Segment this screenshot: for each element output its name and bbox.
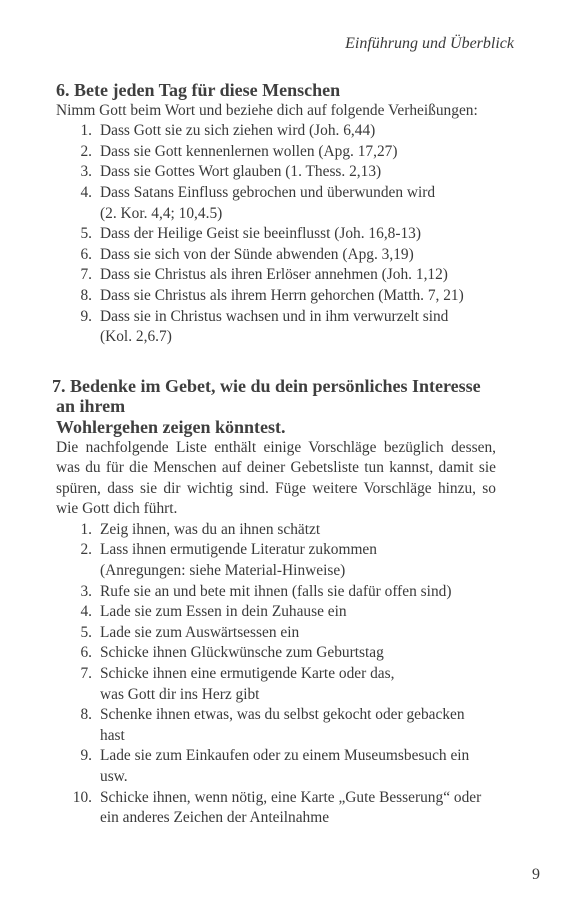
list-item-number: 9.: [80, 307, 92, 325]
list-item-number: 8.: [80, 706, 92, 724]
list-item-number: 7.: [80, 266, 92, 284]
list-item-text-cont: (2. Kor. 4,4; 10,4.5): [100, 204, 223, 222]
page-content: [52, 80, 496, 829]
list-item: [56, 520, 496, 541]
section-7-intro: Die nachfolgende Liste enthält einige Vorschläge bezüglich dessen, was du für die Menschen auf deiner Gebetsliste tun kannst, damit sie spüren, dass sie dir wichtig sind. Füge weitere Vorschläge hinzu, so wie Gott dich führt.: [56, 438, 496, 518]
list-item-text: Zeig ihnen, was du an ihnen schätzt: [100, 520, 321, 538]
list-item-text-cont: usw.: [100, 768, 128, 785]
list-item-text-cont: ein anderes Zeichen der Anteilnahme: [100, 809, 330, 827]
list-item: [56, 705, 496, 746]
list-item-number: 10.: [72, 788, 92, 806]
list-item-number: 4.: [80, 183, 92, 201]
list-item: [56, 162, 496, 183]
list-item-text: Rufe sie an und bete mit ihnen (falls sie dafür offen sind): [100, 582, 452, 600]
list-item-text: Schicke ihnen Glückwünsche zum Geburtstag: [100, 644, 384, 662]
list-item-number: 3.: [80, 163, 92, 181]
list-item-text: Schicke ihnen, wenn nötig, eine Karte „Gute Besserung“ oder: [100, 788, 482, 806]
list-item: [56, 224, 496, 245]
list-item-text: Dass sie Christus als ihren Erlöser annehmen (Joh. 1,12): [100, 266, 448, 284]
section-7-list: [56, 520, 496, 829]
running-header: Einführung und Überblick: [345, 35, 514, 52]
list-item-text: Schenke ihnen etwas, was du selbst gekocht oder gebacken: [100, 706, 465, 724]
list-item: [56, 121, 496, 142]
list-item-text-cont: hast: [100, 726, 125, 744]
list-item: [56, 746, 496, 787]
list-item: [56, 623, 496, 644]
list-item-text: Dass Gott sie zu sich ziehen wird (Joh. 6,44): [100, 122, 376, 140]
list-item: [56, 265, 496, 286]
list-item: [56, 142, 496, 163]
list-item-text: Dass Satans Einfluss gebrochen und überwunden wird: [100, 183, 436, 201]
list-item-number: 7.: [80, 665, 92, 683]
list-item-text: Dass der Heilige Geist sie beeinflusst (Joh. 16,8-13): [100, 225, 422, 243]
list-item-number: 6.: [80, 644, 92, 662]
list-item: [56, 582, 496, 603]
list-item-text: Dass sie in Christus wachsen und in ihm verwurzelt sind: [100, 307, 449, 325]
list-item-number: 8.: [80, 286, 92, 304]
list-item: [56, 643, 496, 664]
section-7-heading-line2: Wohlergehen zeigen könntest.: [56, 416, 286, 437]
list-item-number: 3.: [80, 582, 92, 600]
list-item-text: Schicke ihnen eine ermutigende Karte oder das,: [100, 665, 395, 683]
list-item-number: 2.: [80, 541, 92, 559]
list-item-text: Dass sie Christus als ihrem Herrn gehorchen (Matth. 7, 21): [100, 286, 464, 304]
list-item-number: 5.: [80, 225, 92, 243]
list-item-number: 6.: [80, 245, 92, 263]
list-item-number: 2.: [80, 142, 92, 160]
section-gap: [56, 348, 496, 376]
list-item-text: Lade sie zum Auswärtsessen ein: [100, 623, 300, 641]
list-item-text-cont: (Anregungen: siehe Material-Hinweise): [100, 562, 346, 580]
list-item-text: Lass ihnen ermutigende Literatur zukommen: [100, 541, 377, 559]
list-item-text: Dass sie sich von der Sünde abwenden (Apg. 3,19): [100, 245, 414, 263]
list-item-text: Dass sie Gott kennenlernen wollen (Apg. 17,27): [100, 142, 398, 160]
list-item-number: 1.: [80, 122, 92, 140]
list-item-text: Lade sie zum Einkaufen oder zu einem Museumsbesuch ein: [100, 747, 470, 765]
list-item-number: 9.: [80, 747, 92, 765]
list-item-text-cont: (Kol. 2,6.7): [100, 328, 172, 346]
list-item: [56, 540, 496, 581]
list-item: [56, 664, 496, 705]
section-6-heading: 6. Bete jeden Tag für diese Menschen: [56, 80, 341, 100]
section-6-list: [56, 121, 496, 348]
list-item: [56, 602, 496, 623]
section-7-heading: [52, 375, 496, 438]
list-item: [56, 245, 496, 266]
page-number: 9: [532, 866, 540, 883]
list-item-text-cont: was Gott dir ins Herz gibt: [100, 685, 260, 703]
section-6-intro: Nimm Gott beim Wort und beziehe dich auf folgende Verheißungen:: [56, 101, 478, 119]
list-item: [56, 183, 496, 224]
list-item: [56, 788, 496, 829]
list-item: [56, 286, 496, 307]
list-item-text: Dass sie Gottes Wort glauben (1. Thess. 2,13): [100, 163, 382, 181]
list-item-number: 4.: [80, 603, 92, 621]
list-item-text: Lade sie zum Essen in dein Zuhause ein: [100, 603, 347, 621]
list-item-number: 5.: [80, 623, 92, 641]
list-item-number: 1.: [80, 520, 92, 538]
list-item: [56, 307, 496, 348]
section-7-heading-line1: 7. Bedenke im Gebet, wie du dein persönliches Interesse an ihrem: [52, 375, 481, 417]
